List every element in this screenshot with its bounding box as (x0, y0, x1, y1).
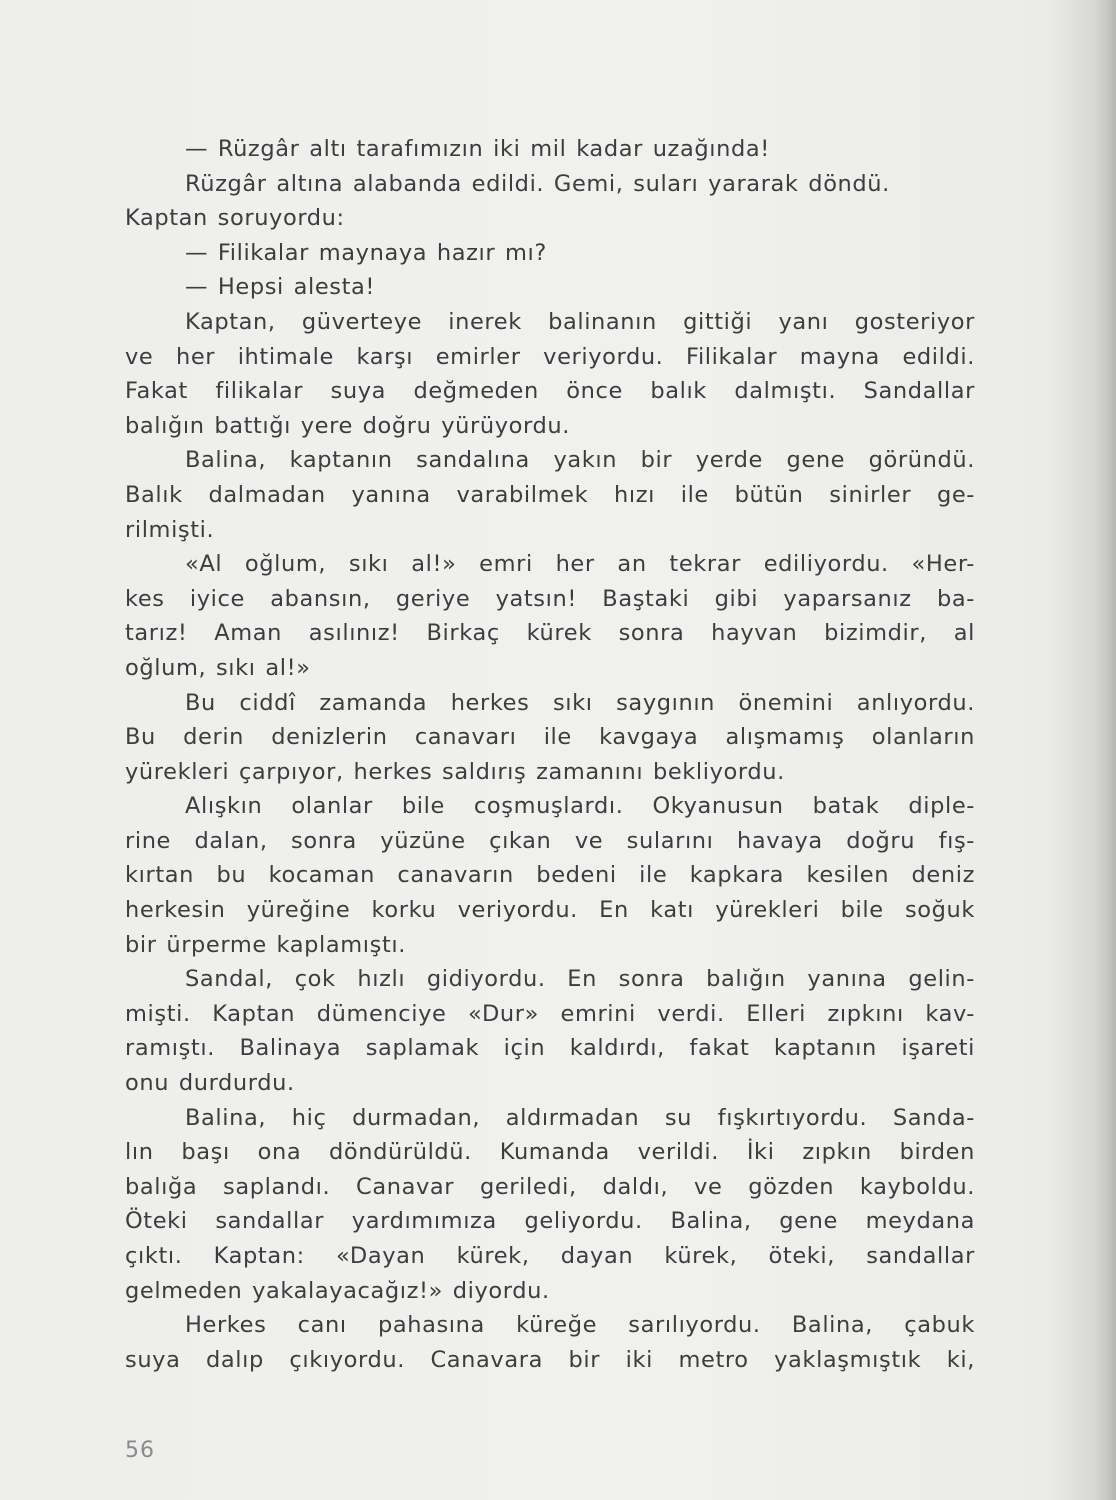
text-line: Kaptan soruyordu: (125, 205, 345, 232)
text-line: tarız! Aman asılınız! Birkaç kürek sonra hayvan bizimdir, al (125, 620, 975, 647)
text-line: Rüzgâr altına alabanda edildi. Gemi, suları yararak döndü. (185, 170, 890, 197)
text-line: — Filikalar maynaya hazır mı? (185, 239, 547, 266)
text-line: çıktı. Kaptan: «Dayan kürek, dayan kürek, öteki, sandallar (125, 1243, 975, 1269)
text-line: Balık dalmadan yanına varabilmek hızı ile bütün sinirler ge- (125, 481, 975, 508)
text-line: onu durdurdu. (125, 1070, 295, 1097)
text-line: «Al oğlum, sıkı al!» emri her an tekrar ediliyordu. «Her- (185, 551, 975, 578)
text-line: ve her ihtimale karşı emirler veriyordu. Filikalar mayna edildi. (125, 343, 975, 370)
text-line: lın başı ona döndürüldü. Kumanda verildi. İki zıpkın birden (125, 1139, 975, 1166)
text-line: kes iyice abansın, geriye yatsın! Baştaki gibi yaparsanız ba- (125, 585, 975, 612)
text-line: Balina, hiç durmadan, aldırmadan su fışkırtıyordu. Sanda- (185, 1104, 975, 1131)
text-line: Herkes canı pahasına küreğe sarılıyordu. Balina, çabuk (185, 1312, 975, 1339)
text-line: — Rüzgâr altı tarafımızın iki mil kadar uzağında! (185, 136, 770, 162)
text-line: Öteki sandallar yardımımıza geliyordu. Balina, gene meydana (125, 1208, 975, 1235)
text-line: Bu derin denizlerin canavarı ile kavgaya alışmamış olanların (125, 724, 975, 751)
text-line: herkesin yüreğine korku veriyordu. En katı yürekleri bile soğuk (125, 897, 975, 924)
text-line: mişti. Kaptan dümenciye «Dur» emrini verdi. Elleri zıpkını kav- (125, 1000, 975, 1027)
text-line: Fakat filikalar suya değmeden önce balık dalmıştı. Sandallar (125, 378, 975, 405)
page-number: 56 (125, 1438, 155, 1463)
text-line: balığın battığı yere doğru yürüyordu. (125, 412, 570, 439)
text-line: yürekleri çarpıyor, herkes saldırış zamanını bekliyordu. (125, 758, 785, 785)
text-line: Sandal, çok hızlı gidiyordu. En sonra balığın yanına gelin- (185, 966, 975, 993)
text-line: Bu ciddî zamanda herkes sıkı saygının önemini anlıyordu. (185, 689, 975, 716)
text-line: gelmeden yakalayacağız!» diyordu. (125, 1277, 550, 1304)
text-line: — Hepsi alesta! (185, 274, 376, 301)
text-line: kırtan bu kocaman canavarın bedeni ile kapkara kesilen deniz (125, 862, 975, 889)
text-line: Alışkın olanlar bile coşmuşlardı. Okyanusun batak diple- (185, 793, 975, 820)
text-line: Balina, kaptanın sandalına yakın bir yerde gene göründü. (185, 447, 975, 474)
text-line: rilmişti. (125, 516, 215, 543)
text-line: balığa saplandı. Canavar geriledi, daldı, ve gözden kayboldu. (125, 1173, 975, 1200)
text-line: ramıştı. Balinaya saplamak için kaldırdı, fakat kaptanın işareti (125, 1035, 975, 1062)
page-edge-shadow (1094, 0, 1116, 1500)
text-line: oğlum, sıkı al!» (125, 654, 311, 681)
text-line: Kaptan, güverteye inerek balinanın gittiği yanı gosteriyor (185, 308, 975, 335)
body-text (125, 132, 975, 1377)
text-line: bir ürperme kaplamıştı. (125, 931, 406, 958)
text-line: rine dalan, sonra yüzüne çıkan ve sularını havaya doğru fış- (125, 827, 975, 854)
text-line: suya dalıp çıkıyordu. Canavara bir iki metro yaklaşmıştık ki, (125, 1346, 975, 1373)
